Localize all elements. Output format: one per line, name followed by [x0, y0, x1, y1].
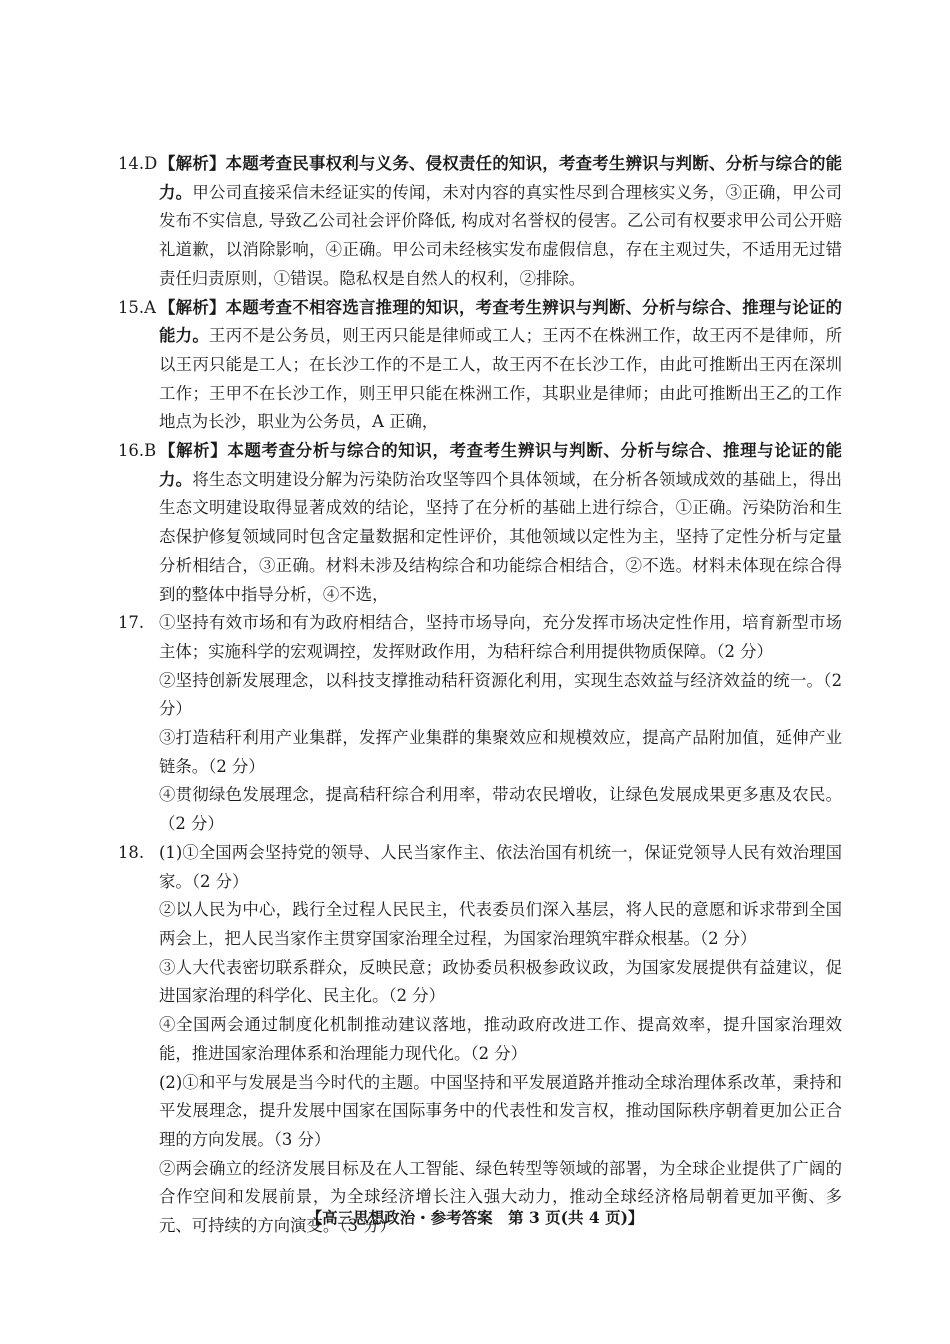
answer-point: ③人大代表密切联系群众，反映民意；政协委员积极参政议政，为国家发展提供有益建议，促进国家治理的科学化、民主化。（2 分） [159, 957, 842, 1006]
answer-point: ②两会确立的经济发展目标及在人工智能、绿色转型等领域的部署，为全球企业提供了广阔的合作空间和发展前景，为全球经济增长注入强大动力，推动全球经济格局朝着更加平衡、多元、可持续的方向演变。（3 分） [159, 1158, 842, 1236]
question-17 [118, 609, 842, 839]
question-14 [118, 150, 842, 294]
question-number: 16.B [118, 441, 157, 461]
answer-point: ②坚持创新发展理念，以科技支撑推动秸秆资源化利用，实现生态效益与经济效益的统一。（2 分） [159, 670, 842, 719]
answer-point: ④全国两会通过制度化机制推动建议落地，推动政府改进工作、提高效率，提升国家治理效能，推进国家治理体系和治理能力现代化。（2 分） [159, 1015, 842, 1063]
analysis-lead: 本题考查分析与综合的知识，考查考生辨识与判断、分析与综合、推理与论证的能力。 [159, 441, 843, 489]
answer-point: ④贯彻绿色发展理念，提高秸秆综合利用率，带动农民增收，让绿色发展成果更多惠及农民。（2 分） [159, 785, 842, 834]
question-15 [118, 294, 842, 438]
question-number: 14.D [118, 154, 158, 173]
analysis-label: 【解析】 [159, 154, 226, 173]
answer-point: (2)①和平与发展是当今时代的主题。中国坚持和平发展道路并推动全球治理体系改革，秉持和平发展理念，提升发展中国家在国际事务中的代表性和发言权，推动国际秩序朝着更加公正合理的方向发展。（3 分） [159, 1072, 842, 1149]
question-16 [118, 437, 842, 609]
question-number: 15.A [118, 297, 156, 317]
analysis-lead: 本题考查民事权利与义务、侵权责任的知识，考查考生辨识与判断、分析与综合的能力。 [159, 154, 843, 202]
analysis-label: 【解析】 [159, 297, 226, 317]
answer-point: ②以人民为中心，践行全过程人民民主，代表委员们深入基层，将人民的意愿和诉求带到全国两会上，把人民当家作主贯穿国家治理全过程，为国家治理筑牢群众根基。（2 分） [159, 900, 842, 948]
answer-point: ③打造秸秆利用产业集群，发挥产业集群的集聚效应和规模效应，提高产品附加值，延伸产业链条。（2 分） [159, 728, 842, 776]
analysis-lead: 本题考查不相容选言推理的知识，考查考生辨识与判断、分析与综合、推理与论证的能力。 [159, 297, 843, 346]
question-number: 18. [118, 842, 145, 862]
analysis-body: 将生态文明建设分解为污染防治攻坚等四个具体领域，在分析各领域成效的基础上，得出生态文明建设取得显著成效的结论，坚持了在分析的基础上进行综合，①正确。污染防治和生态保护修复领域同时包含定量数据和定性评价，其他领域以定性为主，坚持了定性分析与定量分析相结合，③正确。材料未涉及结构综合和功能综合相结合，②不选。材料未体现在综合得到的整体中指导分析，④不选， [159, 469, 843, 604]
question-number: 17. [118, 613, 145, 633]
analysis-body: 甲公司直接采信未经证实的传闻，未对内容的真实性尽到合理核实义务，③正确，甲公司发布不实信息, 导致乙公司社会评价降低, 构成对名誉权的侵害。乙公司有权要求甲公司公开赔礼道歉，以消除影响，④正确。甲公司未经核实发布虚假信息，存在主观过失，不适用无过错责任归责原则，①错误。隐私权是自然人的权利，②排除。 [159, 182, 843, 288]
answer-point: ①坚持有效市场和有为政府相结合，坚持市场导向，充分发挥市场决定性作用，培育新型市场主体；实施科学的宏观调控，发挥财政作用，为秸秆综合利用提供物质保障。（2 分） [159, 613, 842, 661]
page-footer: 【高三思想政治・参考答案 第 3 页(共 4 页)】 [306, 1208, 644, 1227]
analysis-body: 王丙不是公务员，则王丙只能是律师或工人；王丙不在株洲工作，故王丙不是律师，所以王丙只能是工人；在长沙工作的不是工人，故王丙不在长沙工作，由此可推断出王丙在深圳工作；王甲不在长沙工作，则王甲只能在株洲工作，其职业是律师；由此可推断出王乙的工作地点为长沙，职业为公务员，A 正确， [159, 326, 843, 432]
answer-content [118, 150, 842, 1241]
question-18 [118, 839, 842, 1241]
answer-point: (1)①全国两会坚持党的领导、人民当家作主、依法治国有机统一，保证党领导人民有效治理国家。（2 分） [159, 842, 842, 891]
analysis-label: 【解析】 [159, 441, 228, 461]
